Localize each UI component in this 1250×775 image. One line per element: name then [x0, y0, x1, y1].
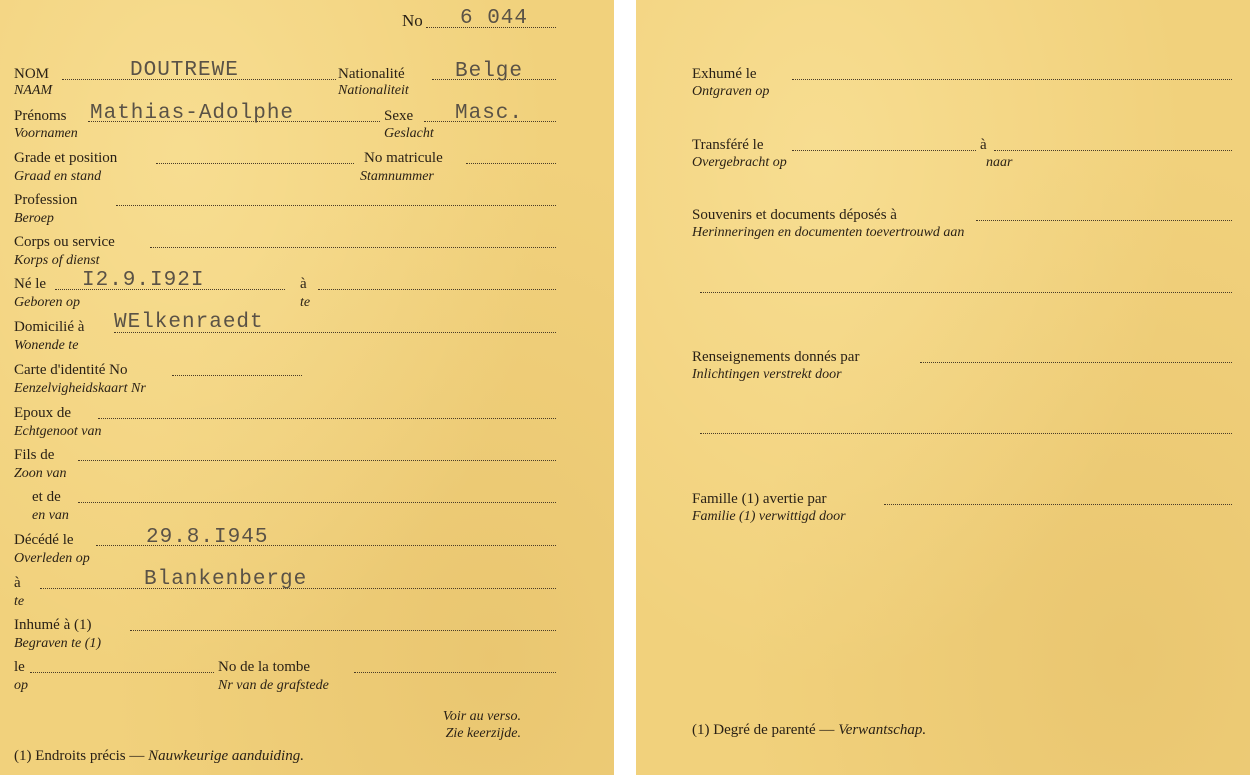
souvenirs-label: Souvenirs et documents déposés à: [692, 207, 897, 223]
transfere-label-nl: Overgebracht op: [692, 155, 787, 170]
corps-label: Corps ou service: [14, 234, 115, 250]
number-label: No: [402, 11, 423, 30]
carte-label-nl: Eenzelvigheidskaart Nr: [14, 381, 146, 396]
etde-label-nl: en van: [32, 508, 69, 523]
carte-label: Carte d'identité No: [14, 362, 128, 378]
transfere-line: [792, 150, 976, 151]
nom-label-nl: NAAM: [14, 83, 53, 98]
grade-line: [156, 163, 354, 164]
exhume-line: [792, 79, 1232, 80]
fils-line: [78, 460, 556, 461]
matricule-label-nl: Stamnummer: [360, 169, 434, 184]
ne-label: Né le: [14, 276, 47, 292]
number-value: 6 044: [460, 7, 529, 30]
epoux-label: Epoux de: [14, 405, 72, 421]
nom-label: NOM: [14, 66, 50, 82]
famille-label-nl: Familie (1) verwittigd door: [692, 509, 846, 524]
back-footnote-nl: Verwantschap.: [838, 722, 927, 738]
decede-a-label-nl: te: [14, 594, 25, 609]
inhume-label: Inhumé à (1): [14, 617, 92, 633]
etde-line: [78, 502, 556, 503]
front-footnote-nl: Nauwkeurige aanduiding.: [148, 748, 304, 764]
tombe-line: [354, 672, 556, 673]
ne-a-label: à: [300, 276, 307, 292]
exhume-label-nl: Ontgraven op: [692, 84, 770, 99]
transfere-a-label-nl: naar: [986, 155, 1013, 170]
sexe-value: Masc.: [455, 102, 524, 125]
nationalite-label: Nationalité: [338, 66, 405, 82]
carte-line: [172, 375, 302, 376]
inhume-label-nl: Begraven te (1): [14, 636, 102, 651]
transfere-label: Transféré le: [692, 137, 764, 153]
profession-label: Profession: [14, 192, 78, 208]
le-label: le: [14, 659, 25, 675]
profession-label-nl: Beroep: [14, 211, 54, 226]
matricule-line: [466, 163, 556, 164]
souvenirs-line: [976, 220, 1232, 221]
verso-note-fr: Voir au verso.: [442, 709, 521, 724]
decede-a-value: Blankenberge: [144, 568, 308, 591]
decede-a-label: à: [14, 575, 21, 591]
epoux-label-nl: Echtgenoot van: [14, 424, 102, 439]
corps-line: [150, 247, 556, 248]
etde-label: et de: [32, 489, 61, 505]
ne-label-nl: Geboren op: [14, 295, 80, 310]
sexe-label-nl: Geslacht: [384, 126, 434, 141]
card-back: [636, 0, 1250, 775]
back-footnote: [692, 722, 926, 739]
souvenirs-line-2: [700, 292, 1232, 293]
famille-label: Famille (1) avertie par: [692, 491, 827, 507]
nom-value: DOUTREWE: [130, 59, 239, 82]
corps-label-nl: Korps of dienst: [14, 253, 100, 268]
le-line: [30, 672, 214, 673]
transfere-a-label: à: [980, 137, 987, 153]
prenoms-value: Mathias-Adolphe: [90, 102, 295, 125]
tombe-label: No de la tombe: [218, 659, 311, 675]
front-footnote-fr: (1) Endroits précis —: [14, 748, 145, 764]
prenoms-label: Prénoms: [14, 108, 67, 124]
fils-label-nl: Zoon van: [14, 466, 67, 481]
domicile-label: Domicilié à: [14, 319, 85, 335]
decede-label: Décédé le: [14, 532, 74, 548]
tombe-label-nl: Nr van de grafstede: [218, 678, 329, 693]
renseignements-line-2: [700, 433, 1232, 434]
domicile-label-nl: Wonende te: [14, 338, 79, 353]
prenoms-label-nl: Voornamen: [14, 126, 78, 141]
fils-label: Fils de: [14, 447, 55, 463]
exhume-label: Exhumé le: [692, 66, 757, 82]
profession-line: [116, 205, 556, 206]
front-footnote: [14, 748, 304, 765]
renseignements-line: [920, 362, 1232, 363]
transfere-a-line: [994, 150, 1232, 151]
nationalite-value: Belge: [455, 60, 524, 83]
famille-line: [884, 504, 1232, 505]
le-label-nl: op: [14, 678, 28, 693]
decede-value: 29.8.I945: [146, 526, 269, 549]
ne-a-label-nl: te: [300, 295, 311, 310]
matricule-label: No matricule: [364, 150, 443, 166]
sexe-label: Sexe: [384, 108, 414, 124]
souvenirs-label-nl: Herinneringen en documenten toevertrouwd aan: [692, 225, 965, 240]
renseignements-label: Renseignements donnés par: [692, 349, 860, 365]
verso-note-nl: Zie keerzijde.: [445, 726, 521, 741]
ne-value: I2.9.I92I: [82, 269, 205, 292]
card-front: [0, 0, 614, 775]
back-footnote-fr: (1) Degré de parenté —: [692, 722, 835, 738]
decede-label-nl: Overleden op: [14, 551, 90, 566]
epoux-line: [98, 418, 556, 419]
renseignements-label-nl: Inlichtingen verstrekt door: [692, 367, 842, 382]
inhume-line: [130, 630, 556, 631]
nationalite-label-nl: Nationaliteit: [338, 83, 409, 98]
grade-label-nl: Graad en stand: [14, 169, 102, 184]
ne-a-line: [318, 289, 556, 290]
grade-label: Grade et position: [14, 150, 118, 166]
domicile-value: WElkenraedt: [114, 311, 264, 334]
